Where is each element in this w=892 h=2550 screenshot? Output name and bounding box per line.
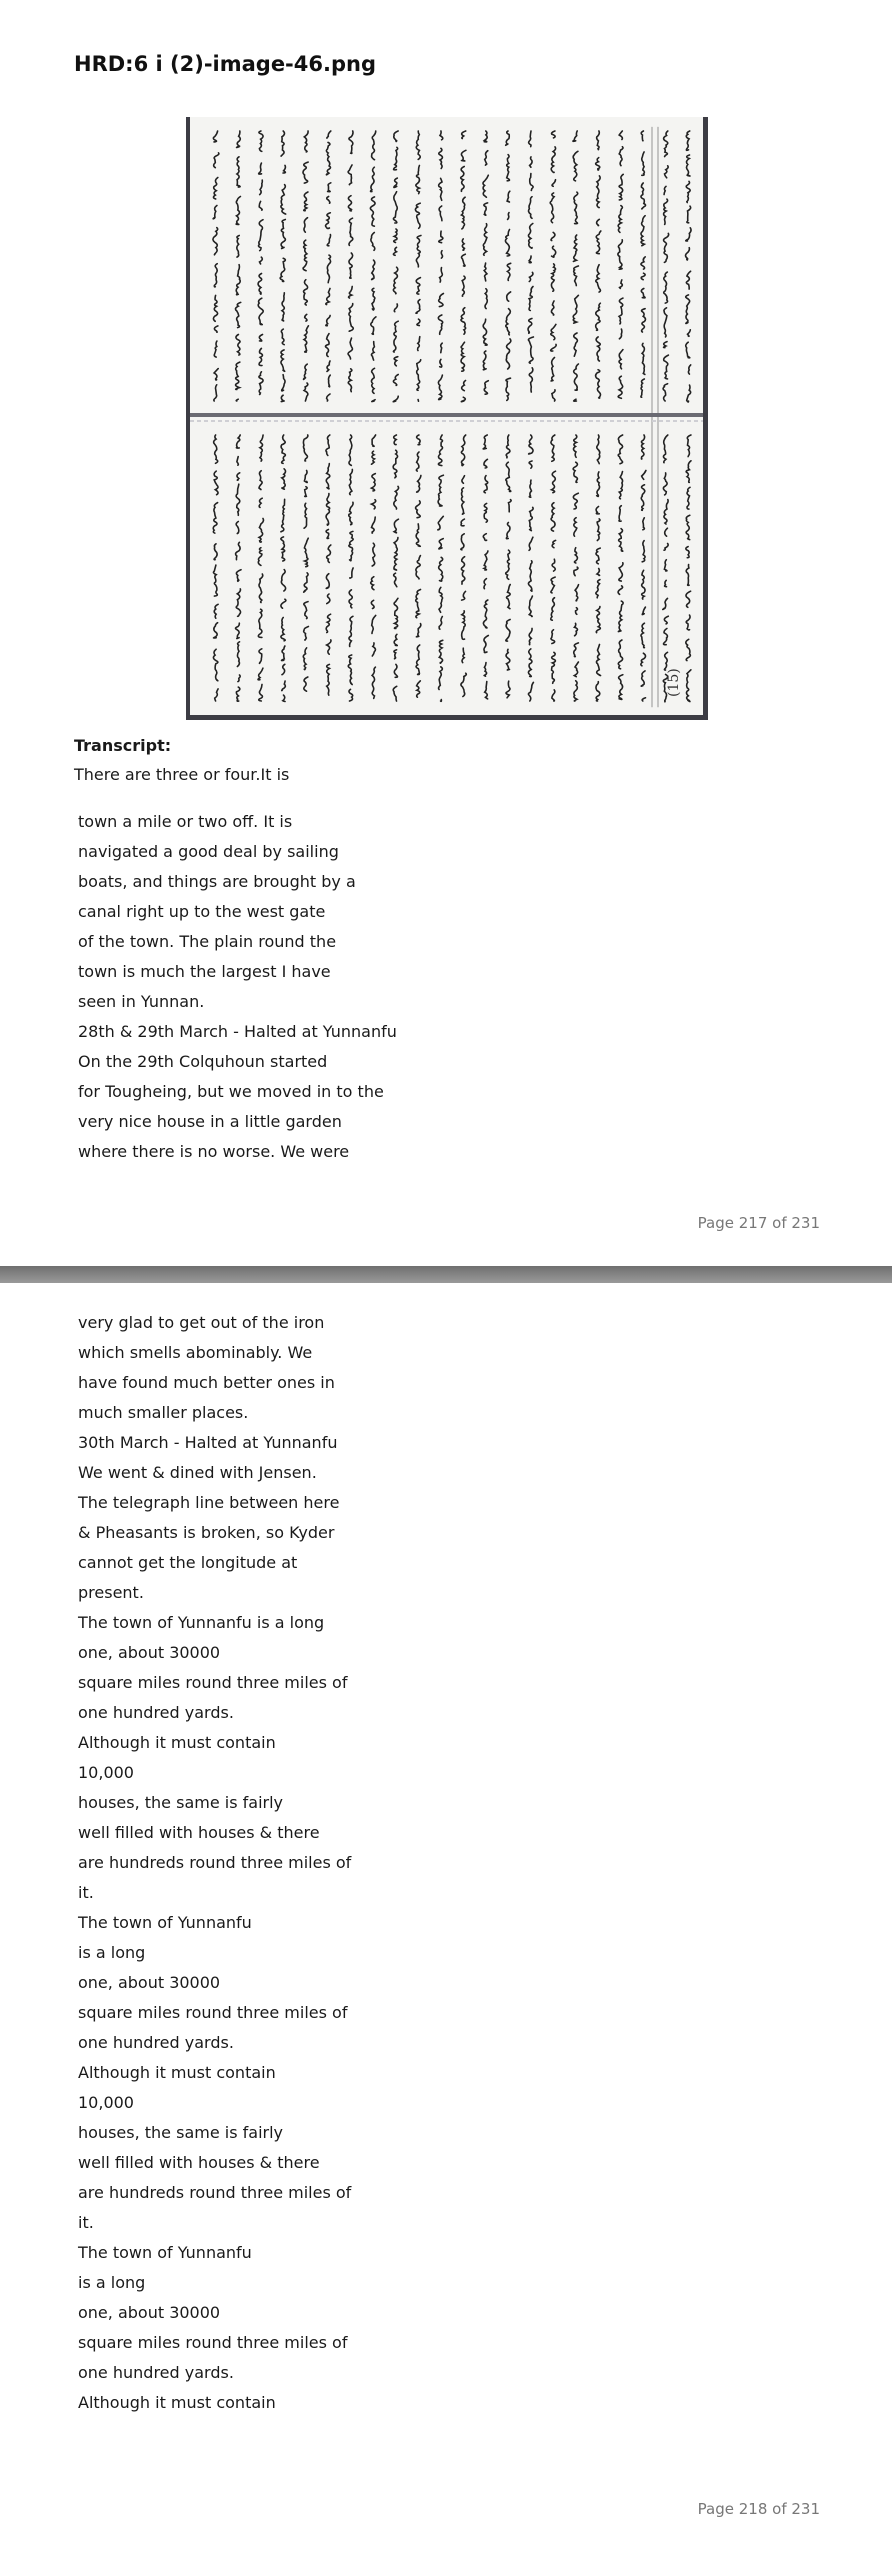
- transcript-line: it.: [78, 1883, 94, 1902]
- scan-page-mark: (15): [666, 668, 682, 697]
- transcript-line: 10,000: [78, 2093, 134, 2112]
- transcript-line: one hundred yards.: [78, 2033, 234, 2052]
- transcript-line: seen in Yunnan.: [78, 992, 205, 1011]
- transcript-line: well filled with houses & there: [78, 1823, 320, 1842]
- transcript-line: very glad to get out of the iron: [78, 1313, 325, 1332]
- transcript-line: & Pheasants is broken, so Kyder: [78, 1523, 335, 1542]
- transcript-line: one, about 30000: [78, 1973, 221, 1992]
- page-number: Page 217 of 231: [697, 1214, 820, 1232]
- transcript-line: very nice house in a little garden: [78, 1112, 342, 1131]
- transcript-line: one hundred yards.: [78, 2363, 234, 2382]
- handwriting-image: [190, 117, 703, 715]
- transcript-line: where there is no worse. We were: [78, 1142, 350, 1161]
- transcript-first-line: There are three or four.It is: [74, 765, 290, 784]
- transcript-line: houses, the same is fairly: [78, 1793, 283, 1812]
- transcript-line: one, about 30000: [78, 1643, 221, 1662]
- transcript-lines-page-218: [78, 1308, 351, 2418]
- transcript-line: On the 29th Colquhoun started: [78, 1052, 328, 1071]
- transcript-line: of the town. The plain round the: [78, 932, 337, 951]
- transcript-line: is a long: [78, 1943, 146, 1962]
- handwritten-diary-scan: [186, 117, 708, 720]
- document-title: HRD:6 i (2)-image-46.png: [74, 52, 376, 76]
- transcript-line: boats, and things are brought by a: [78, 872, 356, 891]
- transcript-line: We went & dined with Jensen.: [78, 1463, 317, 1482]
- transcript-line: The town of Yunnanfu is a long: [78, 1613, 325, 1632]
- transcript-line: much smaller places.: [78, 1403, 249, 1422]
- transcript-line: 10,000: [78, 1763, 134, 1782]
- transcript-line: navigated a good deal by sailing: [78, 842, 339, 861]
- transcript-line: for Tougheing, but we moved in to the: [78, 1082, 384, 1101]
- document-page-217: [0, 0, 892, 1266]
- transcript-lines-page-217: [78, 807, 397, 1167]
- transcript-line: which smells abominably. We: [78, 1343, 313, 1362]
- transcript-line: are hundreds round three miles of: [78, 2183, 352, 2202]
- transcript-line: Although it must contain: [78, 1733, 276, 1752]
- transcript-line: have found much better ones in: [78, 1373, 335, 1392]
- transcript-line: one, about 30000: [78, 2303, 221, 2322]
- transcript-line: square miles round three miles of: [78, 2333, 348, 2352]
- transcript-line: town a mile or two off. It is: [78, 812, 293, 831]
- transcript-line: present.: [78, 1583, 144, 1602]
- transcript-line: square miles round three miles of: [78, 1673, 348, 1692]
- transcript-line: The telegraph line between here: [78, 1493, 340, 1512]
- transcript-line: The town of Yunnanfu: [78, 1913, 252, 1932]
- transcript-line: town is much the largest I have: [78, 962, 331, 981]
- transcript-line: one hundred yards.: [78, 1703, 234, 1722]
- transcript-line: 28th & 29th March - Halted at Yunnanfu: [78, 1022, 397, 1041]
- transcript-line: Although it must contain: [78, 2063, 276, 2082]
- transcript-line: it.: [78, 2213, 94, 2232]
- transcript-line: The town of Yunnanfu: [78, 2243, 252, 2262]
- transcript-label: Transcript:: [74, 736, 172, 755]
- transcript-line: well filled with houses & there: [78, 2153, 320, 2172]
- transcript-line: are hundreds round three miles of: [78, 1853, 352, 1872]
- document-page-218: [0, 1283, 892, 2550]
- page-separator: [0, 1266, 892, 1283]
- transcript-line: houses, the same is fairly: [78, 2123, 283, 2142]
- transcript-line: canal right up to the west gate: [78, 902, 326, 921]
- page-number: Page 218 of 231: [697, 2500, 820, 2518]
- transcript-line: 30th March - Halted at Yunnanfu: [78, 1433, 338, 1452]
- transcript-line: is a long: [78, 2273, 146, 2292]
- transcript-line: Although it must contain: [78, 2393, 276, 2412]
- transcript-line: cannot get the longitude at: [78, 1553, 298, 1572]
- transcript-line: square miles round three miles of: [78, 2003, 348, 2022]
